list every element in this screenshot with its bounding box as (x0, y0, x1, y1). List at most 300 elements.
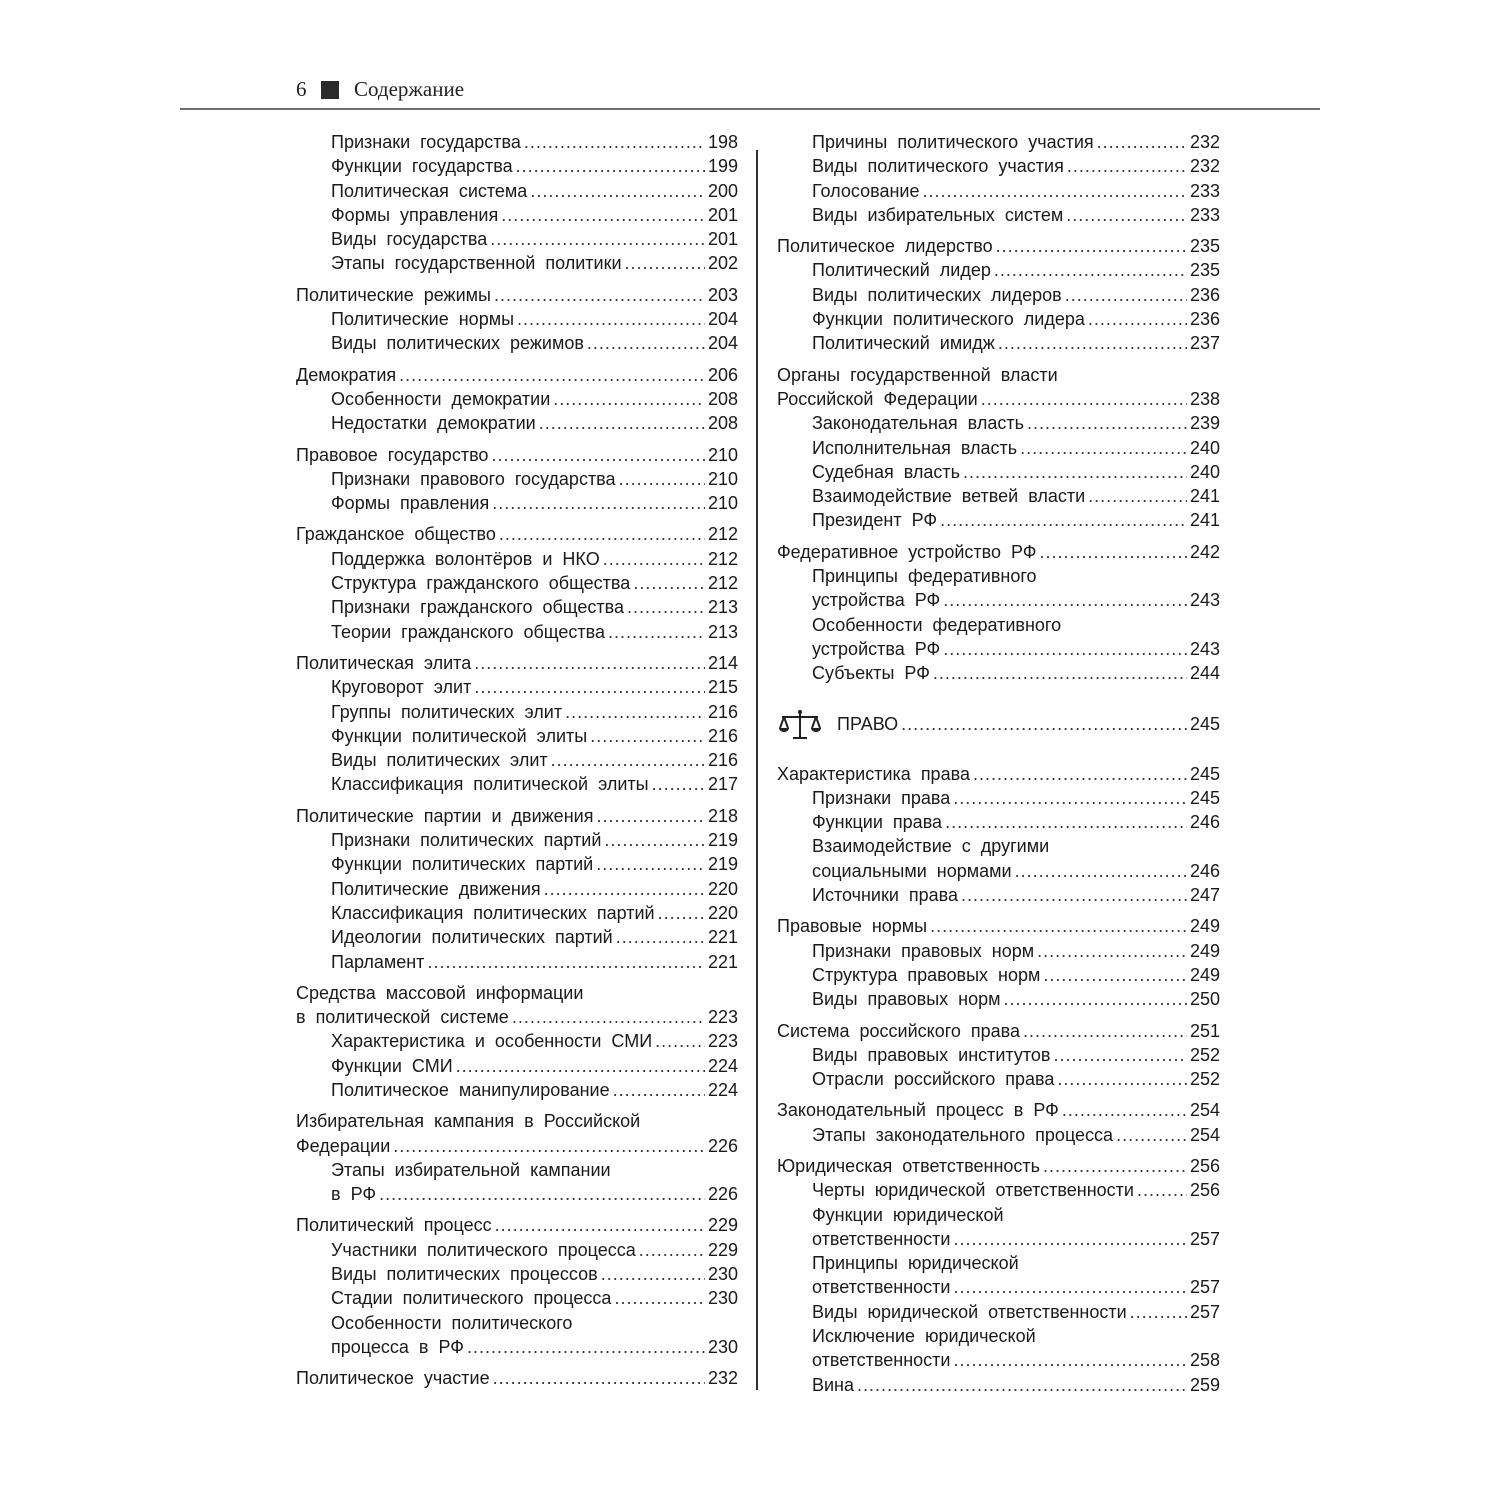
toc-page-number: 249 (1189, 964, 1220, 985)
toc-entry-title: Функции политических партий (331, 854, 594, 875)
toc-page-number: 201 (707, 229, 738, 250)
dot-leader (474, 651, 705, 675)
toc-page-number: 246 (1189, 860, 1220, 881)
toc-group (777, 363, 1220, 533)
toc-page-number: 230 (707, 1288, 738, 1309)
toc-page-number: 239 (1189, 413, 1220, 434)
dot-leader (996, 234, 1187, 258)
toc-page-number: 208 (707, 388, 738, 409)
dot-leader (1097, 130, 1187, 154)
toc-page-number: 216 (707, 750, 738, 771)
toc-entry[interactable] (296, 1182, 738, 1206)
dot-leader (943, 588, 1187, 612)
toc-column-right (777, 130, 1220, 1404)
toc-page-number: 230 (707, 1264, 738, 1285)
toc-page-number: 219 (707, 830, 738, 851)
toc-entry[interactable] (296, 571, 738, 595)
toc-page-number: 224 (707, 1055, 738, 1076)
dot-leader (494, 283, 705, 307)
dot-leader (625, 251, 705, 275)
dot-leader (474, 675, 705, 699)
toc-entry-title-line: Избирательная кампания в Российской (296, 1111, 641, 1132)
toc-entry-title: Политические движения (331, 878, 541, 899)
toc-page-number: 245 (1189, 763, 1220, 784)
dot-leader (981, 387, 1187, 411)
toc-entry-title: Источники права (812, 885, 959, 906)
toc-entry[interactable] (777, 987, 1220, 1011)
toc-entry-title: в РФ (331, 1184, 377, 1205)
toc-entry-title: Президент РФ (812, 510, 938, 531)
dot-leader (1065, 283, 1187, 307)
toc-group (777, 130, 1220, 227)
toc-entry[interactable] (296, 331, 738, 355)
toc-entry[interactable] (777, 637, 1220, 661)
toc-page-number: 258 (1189, 1350, 1220, 1371)
toc-entry[interactable] (777, 661, 1220, 685)
toc-entry-title: Участники политического процесса (331, 1239, 636, 1260)
toc-page-number: 259 (1189, 1374, 1220, 1395)
dot-leader (495, 1213, 705, 1237)
toc-group (777, 1154, 1220, 1397)
toc-entry[interactable] (777, 411, 1220, 435)
toc-page-number: 241 (1189, 510, 1220, 531)
toc-group (777, 540, 1220, 686)
toc-group (296, 981, 738, 1102)
dot-leader (1067, 154, 1187, 178)
section-heading-entry[interactable] (777, 700, 1220, 750)
toc-column-left (296, 130, 738, 1398)
toc-entry[interactable] (296, 1005, 738, 1029)
toc-entry[interactable] (777, 963, 1220, 987)
toc-entry-title: в политической системе (296, 1007, 509, 1028)
toc-entry-title: Характеристика и особенности СМИ (331, 1031, 653, 1052)
dot-leader (922, 179, 1186, 203)
toc-entry[interactable] (296, 1078, 738, 1102)
toc-entry[interactable] (296, 179, 738, 203)
toc-entry[interactable] (296, 547, 738, 571)
toc-entry[interactable] (777, 234, 1220, 258)
toc-page-number: 204 (707, 333, 738, 354)
dot-leader (901, 714, 1187, 735)
toc-entry[interactable] (777, 436, 1220, 460)
toc-entry[interactable] (296, 491, 738, 515)
toc-page-number: 237 (1189, 333, 1220, 354)
toc-entry[interactable] (777, 331, 1220, 355)
toc-entry-title: Судебная власть (812, 461, 961, 482)
toc-page-number: 223 (707, 1031, 738, 1052)
toc-entry-title: Признаки государства (331, 132, 521, 152)
toc-page-number: 241 (1189, 486, 1220, 507)
toc-page-number: 257 (1189, 1277, 1220, 1298)
toc-entry-title: Формы правления (331, 493, 490, 514)
toc-page-number: 219 (707, 854, 738, 875)
toc-entry[interactable] (777, 1098, 1220, 1122)
dot-leader (456, 1054, 705, 1078)
toc-entry-title: Законодательная власть (812, 413, 1024, 434)
dot-leader (601, 1262, 705, 1286)
toc-page-number: 198 (707, 132, 738, 152)
dot-leader (658, 901, 705, 925)
toc-entry[interactable] (777, 1300, 1220, 1324)
dot-leader (1057, 1067, 1187, 1091)
toc-page-number: 256 (1189, 1155, 1220, 1176)
toc-entry-title: Виды правовых норм (812, 989, 1001, 1010)
toc-entry[interactable] (777, 1373, 1220, 1397)
toc-entry-title: Виды политических процессов (331, 1264, 598, 1285)
toc-entry-title-line: Принципы федеративного (812, 566, 1037, 587)
page-header (180, 74, 1320, 110)
toc-page-number: 256 (1189, 1180, 1220, 1201)
toc-entry[interactable] (777, 939, 1220, 963)
toc-entry[interactable] (296, 700, 738, 724)
toc-entry[interactable] (777, 154, 1220, 178)
page-number: 6 (296, 77, 307, 101)
dot-leader (1088, 484, 1187, 508)
dot-leader (399, 363, 705, 387)
toc-group (777, 1019, 1220, 1092)
toc-entry-title: Функции СМИ (331, 1055, 453, 1076)
toc-entry[interactable] (296, 804, 738, 828)
dot-leader (604, 828, 705, 852)
toc-page-number: 212 (707, 573, 738, 594)
dot-leader (491, 443, 705, 467)
dot-leader (1066, 203, 1187, 227)
toc-page-number: 226 (707, 1135, 738, 1156)
toc-entry[interactable] (777, 786, 1220, 810)
dot-leader (517, 307, 705, 331)
toc-entry[interactable] (296, 387, 738, 411)
toc-page-number: 230 (707, 1336, 738, 1357)
toc-entry-title: Политическая элита (296, 652, 472, 673)
toc-entry-title: Стадии политического процесса (331, 1288, 612, 1309)
dot-leader (596, 804, 705, 828)
toc-entry-title: Виды политических режимов (331, 333, 584, 354)
dot-leader (943, 637, 1187, 661)
toc-page-number: 249 (1189, 916, 1220, 937)
toc-entry-title: Структура гражданского общества (331, 573, 631, 594)
square-icon (321, 81, 339, 99)
toc-entry-title: устройства РФ (812, 590, 941, 611)
toc-entry[interactable] (777, 540, 1220, 564)
toc-entry-title: Виды государства (331, 229, 488, 250)
toc-entry-title: ответственности (812, 1228, 951, 1249)
toc-page-number: 220 (707, 902, 738, 923)
dot-leader (655, 1029, 705, 1053)
toc-entry-title: социальными нормами (812, 860, 1012, 881)
dot-leader (1043, 1154, 1187, 1178)
toc-entry-title: Признаки права (812, 787, 951, 808)
toc-entry-title: Политический лидер (812, 260, 991, 281)
toc-entry[interactable] (296, 1054, 738, 1078)
toc-entry-title: ответственности (812, 1277, 951, 1298)
toc-entry-title-line: Особенности политического (331, 1312, 573, 1333)
toc-entry[interactable] (777, 914, 1220, 938)
toc-entry[interactable] (777, 484, 1220, 508)
dot-leader (492, 491, 705, 515)
toc-entry[interactable] (777, 1178, 1220, 1202)
toc-entry[interactable] (296, 1029, 738, 1053)
toc-entry-title: Политическая система (331, 180, 528, 201)
toc-entry[interactable] (296, 950, 738, 974)
toc-entry[interactable] (296, 411, 738, 435)
toc-entry[interactable] (777, 859, 1220, 883)
toc-entry[interactable] (296, 675, 738, 699)
toc-entry-title-line: Этапы избирательной кампании (331, 1159, 611, 1180)
dot-leader (627, 595, 705, 619)
toc-entry[interactable] (296, 1238, 738, 1262)
toc-entry[interactable] (296, 724, 738, 748)
toc-entry[interactable] (296, 522, 738, 546)
toc-page-number: 252 (1189, 1044, 1220, 1065)
toc-entry[interactable] (296, 1366, 738, 1390)
dot-leader (953, 1227, 1186, 1251)
dot-leader (998, 331, 1187, 355)
toc-entry[interactable] (777, 460, 1220, 484)
toc-entry[interactable] (296, 467, 738, 491)
toc-entry-title: Система российского права (777, 1020, 1021, 1041)
toc-entry[interactable] (296, 363, 738, 387)
toc-entry[interactable] (777, 508, 1220, 532)
toc-entry-title: Субъекты РФ (812, 663, 930, 684)
toc-entry[interactable] (777, 1154, 1220, 1178)
section-page-number: 245 (1189, 714, 1220, 735)
toc-entry[interactable] (296, 203, 738, 227)
dot-leader (539, 411, 705, 435)
toc-entry[interactable] (296, 651, 738, 675)
toc-page-number: 235 (1189, 236, 1220, 257)
toc-entry[interactable] (777, 1043, 1220, 1067)
toc-entry-title: Поддержка волонтёров и НКО (331, 548, 600, 569)
toc-entry[interactable] (296, 595, 738, 619)
toc-entry[interactable] (296, 877, 738, 901)
scales-icon (777, 708, 823, 742)
dot-leader (961, 883, 1187, 907)
toc-entry-title: Исполнительная власть (812, 437, 1018, 458)
toc-group (296, 804, 738, 974)
toc-entry[interactable] (296, 227, 738, 251)
toc-entry-title: Признаки правового государства (331, 468, 616, 489)
toc-page-number: 210 (707, 444, 738, 465)
dot-leader (1037, 939, 1187, 963)
toc-group (296, 130, 738, 276)
dot-leader (619, 467, 705, 491)
dot-leader (379, 1182, 705, 1206)
toc-entry-title-line: Органы государственной власти (777, 364, 1058, 385)
toc-page-number: 238 (1189, 388, 1220, 409)
toc-page-number: 245 (1189, 787, 1220, 808)
dot-leader (930, 914, 1187, 938)
dot-leader (603, 547, 705, 571)
dot-leader (1023, 1019, 1187, 1043)
toc-page-number: 216 (707, 725, 738, 746)
toc-page-number: 236 (1189, 284, 1220, 305)
dot-leader (1043, 963, 1187, 987)
toc-page-number: 224 (707, 1079, 738, 1100)
dot-leader (1015, 859, 1187, 883)
toc-entry-title: Законодательный процесс в РФ (777, 1100, 1059, 1121)
toc-page-number: 240 (1189, 437, 1220, 458)
toc-entry-title-line: Средства массовой информации (296, 982, 584, 1003)
toc-entry-title: Взаимодействие ветвей власти (812, 486, 1086, 507)
toc-entry[interactable] (777, 810, 1220, 834)
toc-entry-title: Виды правовых институтов (812, 1044, 1051, 1065)
toc-entry-title: Виды политических элит (331, 750, 548, 771)
dot-leader (933, 661, 1187, 685)
dot-leader (1040, 540, 1187, 564)
toc-entry[interactable] (296, 1335, 738, 1359)
toc-page-number: 246 (1189, 812, 1220, 833)
toc-entry-title: Признаки политических партий (331, 830, 602, 851)
toc-page-number: 226 (707, 1184, 738, 1205)
toc-entry[interactable] (296, 1134, 738, 1158)
toc-entry[interactable] (777, 588, 1220, 612)
toc-page-number: 243 (1189, 638, 1220, 659)
toc-entry-title: процесса в РФ (331, 1336, 464, 1357)
dot-leader (857, 1373, 1187, 1397)
toc-group (777, 1098, 1220, 1147)
dot-leader (501, 203, 705, 227)
toc-page-number: 210 (707, 493, 738, 514)
toc-entry-title: Правовые нормы (777, 916, 928, 937)
toc-page-number: 215 (707, 677, 738, 698)
dot-leader (1003, 987, 1186, 1011)
toc-page-number: 221 (707, 951, 738, 972)
toc-entry[interactable] (777, 387, 1220, 411)
toc-entry[interactable] (296, 901, 738, 925)
dot-leader (587, 331, 705, 355)
toc-entry-title: Идеологии политических партий (331, 927, 613, 948)
toc-page-number: 212 (707, 524, 738, 545)
toc-page-number: 251 (1189, 1020, 1220, 1041)
toc-entry-title: Отрасли российского права (812, 1069, 1055, 1090)
dot-leader (1130, 1300, 1187, 1324)
toc-entry-title: устройства РФ (812, 638, 941, 659)
toc-entry-title: Классификация политических партий (331, 902, 655, 923)
dot-leader (639, 1238, 705, 1262)
dot-leader (613, 1078, 705, 1102)
toc-entry[interactable] (777, 762, 1220, 786)
toc-entry[interactable] (777, 1227, 1220, 1251)
dot-leader (516, 154, 705, 178)
dot-leader (553, 387, 705, 411)
toc-page-number: 210 (707, 468, 738, 489)
dot-leader (544, 877, 705, 901)
dot-leader (499, 522, 705, 546)
toc-page-number: 201 (707, 204, 738, 225)
toc-entry-title: Политическое участие (296, 1368, 490, 1389)
toc-entry[interactable] (296, 828, 738, 852)
toc-entry-title: Политический имидж (812, 333, 995, 354)
toc-group (296, 1366, 738, 1390)
toc-entry[interactable] (296, 130, 738, 154)
toc-entry[interactable] (296, 283, 738, 307)
toc-page-number: 218 (707, 805, 738, 826)
dot-leader (590, 724, 705, 748)
toc-entry-title: Вина (812, 1374, 855, 1395)
toc-entry[interactable] (777, 258, 1220, 282)
dot-leader (1062, 1098, 1187, 1122)
toc-entry[interactable] (296, 443, 738, 467)
toc-entry[interactable] (296, 748, 738, 772)
dot-leader (652, 772, 705, 796)
toc-entry[interactable] (296, 852, 738, 876)
toc-page-number: 220 (707, 878, 738, 899)
toc-entry-title: Голосование (812, 180, 920, 201)
toc-group (296, 651, 738, 797)
toc-entry[interactable] (777, 130, 1220, 154)
toc-entry[interactable] (296, 154, 738, 178)
toc-entry[interactable] (296, 925, 738, 949)
toc-entry[interactable] (777, 1019, 1220, 1043)
toc-page-number: 203 (707, 284, 738, 305)
toc-entry-title: Виды политического участия (812, 156, 1064, 177)
toc-entry[interactable] (296, 1213, 738, 1237)
dot-leader (1137, 1178, 1187, 1202)
toc-entry-title: Теории гражданского общества (331, 621, 606, 642)
toc-entry-title: Этапы государственной политики (331, 253, 622, 274)
toc-entry-title: Признаки правовых норм (812, 940, 1035, 961)
column-divider (756, 150, 758, 1390)
toc-entry-title: Этапы законодательного процесса (812, 1124, 1114, 1145)
toc-page-number: 200 (707, 180, 738, 201)
dot-leader (608, 620, 705, 644)
toc-entry[interactable] (777, 203, 1220, 227)
toc-page-number: 232 (1189, 156, 1220, 177)
toc-page-number: 243 (1189, 590, 1220, 611)
toc-entry[interactable] (296, 620, 738, 644)
toc-entry-title: Политическое манипулирование (331, 1079, 610, 1100)
toc-group (777, 762, 1220, 908)
toc-entry-title: Российской Федерации (777, 388, 978, 409)
toc-page-number: 254 (1189, 1100, 1220, 1121)
toc-page-number: 217 (707, 774, 738, 795)
dot-leader (973, 762, 1187, 786)
toc-page-number: 199 (707, 156, 738, 177)
toc-group (296, 363, 738, 436)
toc-entry[interactable] (296, 1286, 738, 1310)
toc-entry[interactable] (296, 251, 738, 275)
toc-entry[interactable] (777, 1275, 1220, 1299)
toc-group (296, 1109, 738, 1206)
toc-group (777, 234, 1220, 355)
toc-page-number: 257 (1189, 1228, 1220, 1249)
dot-leader (953, 1348, 1186, 1372)
toc-entry-title-line: Функции юридической (812, 1204, 1004, 1225)
toc-entry[interactable] (296, 307, 738, 331)
toc-page-number: 233 (1189, 180, 1220, 201)
toc-entry-title: ответственности (812, 1350, 951, 1371)
header-title: Содержание (354, 77, 465, 101)
toc-page-number: 240 (1189, 461, 1220, 482)
toc-entry[interactable] (296, 772, 738, 796)
dot-leader (953, 1275, 1186, 1299)
toc-entry-title: Недостатки демократии (331, 413, 536, 434)
section-title: ПРАВО (837, 714, 899, 735)
toc-entry[interactable] (777, 1067, 1220, 1091)
toc-entry-title: Федеративное устройство РФ (777, 541, 1037, 562)
toc-entry[interactable] (777, 283, 1220, 307)
toc-entry[interactable] (777, 307, 1220, 331)
toc-entry[interactable] (777, 1348, 1220, 1372)
toc-entry[interactable] (777, 883, 1220, 907)
toc-entry-title: Характеристика права (777, 763, 970, 784)
dot-leader (551, 748, 705, 772)
toc-page-number: 204 (707, 309, 738, 330)
toc-entry[interactable] (777, 1123, 1220, 1147)
toc-entry[interactable] (777, 179, 1220, 203)
toc-entry[interactable] (296, 1262, 738, 1286)
toc-entry-title: Политические нормы (331, 309, 515, 330)
